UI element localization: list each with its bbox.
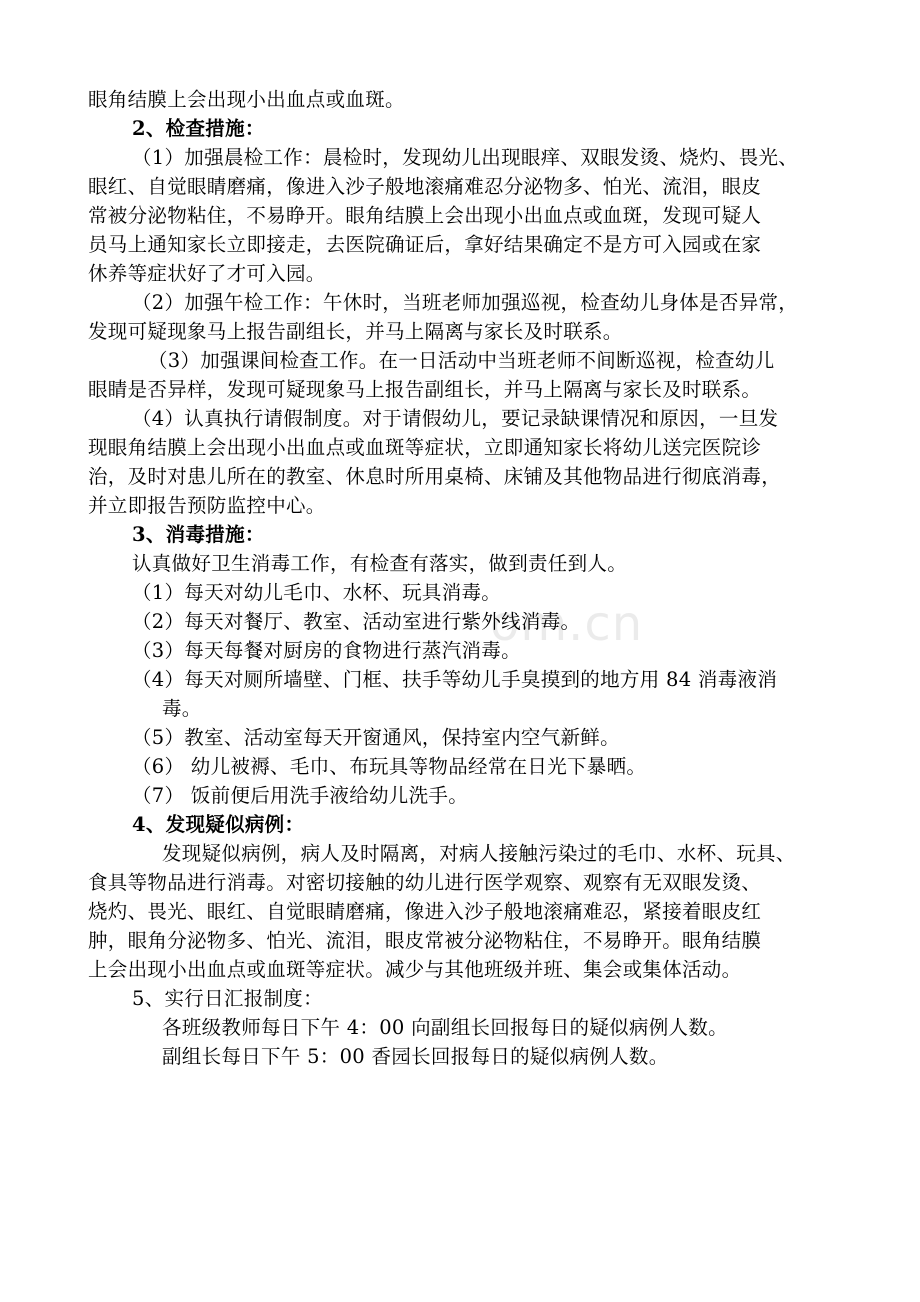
text-line: 治，及时对患儿所在的教室、休息时所用桌椅、床铺及其他物品进行彻底消毒， (88, 465, 782, 488)
text-line: 现眼角结膜上会出现小出血点或血斑等症状，立即通知家长将幼儿送完医院诊 (88, 436, 762, 459)
text-line: （5）教室、活动室每天开窗通风，保持室内空气新鲜。 (132, 726, 620, 749)
text-line: （3）每天每餐对厨房的食物进行蒸汽消毒。 (132, 639, 521, 662)
text-line: 烧灼、畏光、眼红、自觉眼睛磨痛，像进入沙子般地滚痛难忍，紧接着眼皮红 (88, 900, 762, 923)
text-line: 眼角结膜上会出现小出血点或血斑。 (88, 88, 405, 111)
text-line: （6） 幼儿被褥、毛巾、布玩具等物品经常在日光下暴晒。 (132, 755, 647, 778)
document-body (88, 85, 858, 1071)
watermark: om.cn (490, 596, 644, 652)
text-line: 员马上通知家长立即接走，去医院确证后，拿好结果确定不是方可入园或在家 (88, 233, 762, 256)
text-line: 常被分泌物粘住，不易睁开。眼角结膜上会出现小出血点或血斑，发现可疑人 (88, 204, 762, 227)
text-line: 各班级教师每日下午 4：00 向副组长回报每日的疑似病例人数。 (162, 1016, 728, 1039)
text-line: （1）每天对幼儿毛巾、水杯、玩具消毒。 (132, 581, 502, 604)
text-line: （2）每天对餐厅、教室、活动室进行紫外线消毒。 (132, 610, 581, 633)
text-line: （3）加强课间检查工作。在一日活动中当班老师不间断巡视，检查幼儿 (148, 349, 775, 372)
text-line: 5、实行日汇报制度： (132, 987, 323, 1010)
text-line: 肿，眼角分泌物多、怕光、流泪，眼皮常被分泌物粘住，不易睁开。眼角结膜 (88, 929, 762, 952)
text-line: 副组长每日下午 5：00 香园长回报每日的疑似病例人数。 (162, 1045, 669, 1068)
text-line: 上会出现小出血点或血斑等症状。减少与其他班级并班、集会或集体活动。 (88, 958, 742, 981)
text-line: 食具等物品进行消毒。对密切接触的幼儿进行医学观察、观察有无双眼发烫、 (88, 871, 762, 894)
text-line: 认真做好卫生消毒工作，有检查有落实，做到责任到人。 (132, 552, 628, 575)
text-line: （1）加强晨检工作：晨检时，发现幼儿出现眼痒、双眼发烫、烧灼、畏光、 (132, 146, 799, 169)
text-line: （4）每天对厕所墙壁、门框、扶手等幼儿手臭摸到的地方用 84 消毒液消 (132, 668, 778, 691)
text-line: （4）认真执行请假制度。对于请假幼儿，要记录缺课情况和原因，一旦发 (132, 407, 779, 430)
section-heading: 4、发现疑似病例： (132, 813, 305, 836)
text-line: （2）加强午检工作：午休时，当班老师加强巡视，检查幼儿身体是否异常， (132, 291, 799, 314)
text-line: 眼睛是否异样，发现可疑现象马上报告副组长，并马上隔离与家长及时联系。 (88, 378, 762, 401)
text-line: 并立即报告预防监控中心。 (88, 494, 326, 517)
text-line: 休养等症状好了才可入园。 (88, 262, 326, 285)
text-line: 眼红、自觉眼睛磨痛，像进入沙子般地滚痛难忍分泌物多、怕光、流泪，眼皮 (88, 175, 762, 198)
text-line: （7） 饭前便后用洗手液给幼儿洗手。 (132, 784, 469, 807)
text-line: 发现可疑现象马上报告副组长，并马上隔离与家长及时联系。 (88, 320, 623, 343)
text-line: 毒。 (162, 697, 202, 720)
section-heading: 3、消毒措施： (132, 523, 265, 546)
text-line: 发现疑似病例，病人及时隔离，对病人接触污染过的毛巾、水杯、玩具、 (162, 842, 796, 865)
section-heading: 2、检查措施： (132, 117, 265, 140)
